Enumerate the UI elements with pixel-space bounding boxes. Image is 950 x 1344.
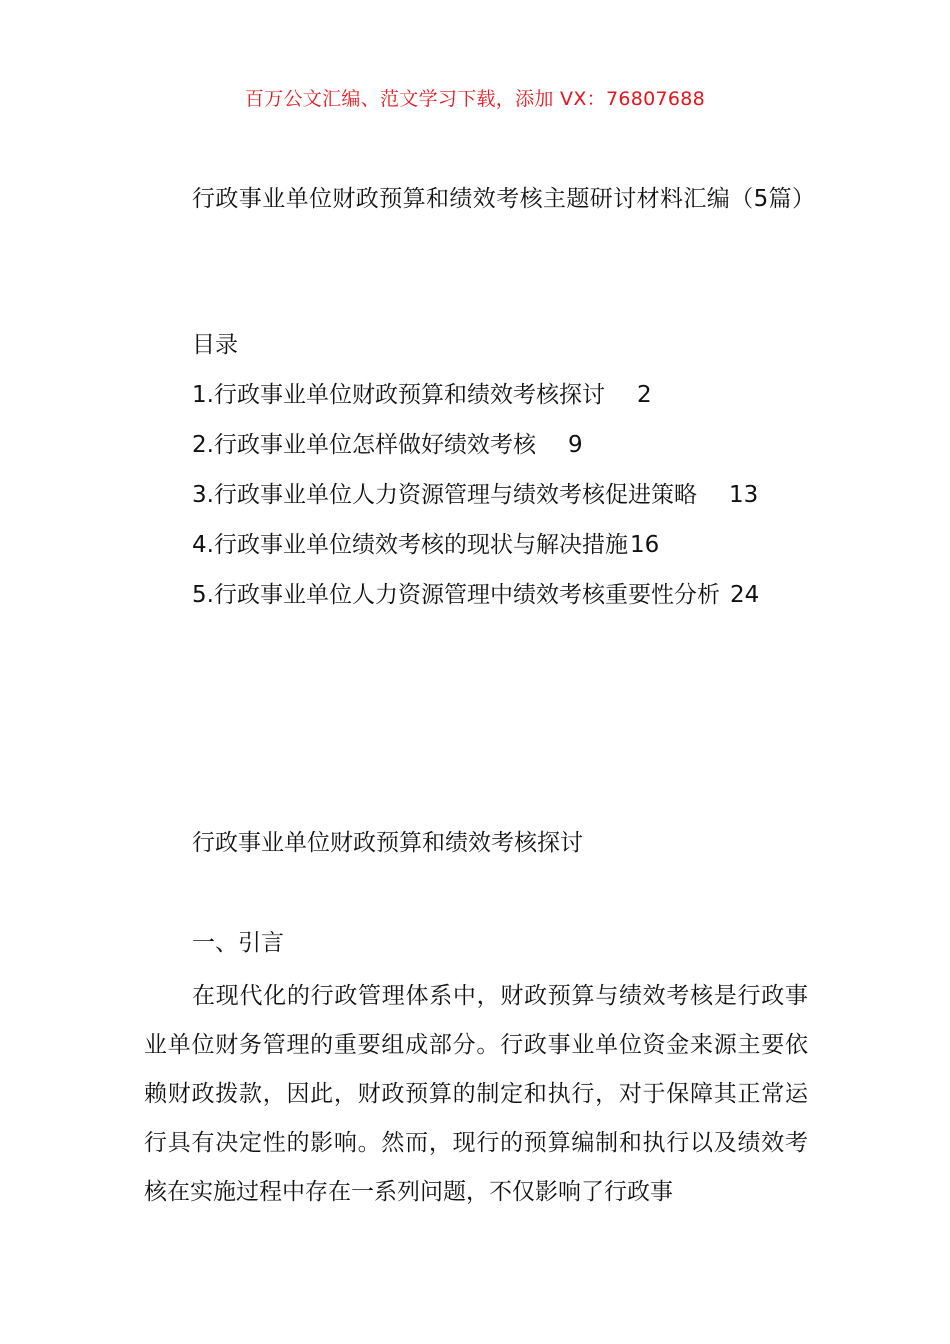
toc-item-label: 1.行政事业单位财政预算和绩效考核探讨 xyxy=(192,382,605,408)
toc-item-page: 24 xyxy=(729,582,760,608)
toc-item-page: 13 xyxy=(728,482,759,508)
toc-item-label: 3.行政事业单位人力资源管理与绩效考核促进策略 xyxy=(192,482,697,508)
toc-item[interactable] xyxy=(192,478,832,528)
intro-heading: 一、引言 xyxy=(192,930,284,956)
toc-item[interactable] xyxy=(192,378,832,428)
toc-item-page: 9 xyxy=(567,432,583,458)
table-of-contents xyxy=(192,378,832,628)
toc-item-label: 2.行政事业单位怎样做好绩效考核 xyxy=(192,432,536,458)
body-paragraph: 在现代化的行政管理体系中，财政预算与绩效考核是行政事业单位财务管理的重要组成部分。行政事业单位资金来源主要依赖财政拨款，因此，财政预算的制定和执行，对于保障其正常运行具有决定性的影响。然而，现行的预算编制和执行以及绩效考核在实施过程中存在一系列问题，不仅影响了行政事 xyxy=(144,983,808,1205)
header-watermark-note: 百万公文汇编、范文学习下载，添加 VX：76807688 xyxy=(244,88,706,110)
toc-item-page: 2 xyxy=(636,382,652,408)
section-title: 行政事业单位财政预算和绩效考核探讨 xyxy=(192,830,583,856)
toc-item[interactable] xyxy=(192,428,832,478)
toc-item-label: 5.行政事业单位人力资源管理中绩效考核重要性分析 xyxy=(192,582,720,608)
toc-item[interactable] xyxy=(192,528,832,578)
toc-heading: 目录 xyxy=(192,332,238,358)
document-title: 行政事业单位财政预算和绩效考核主题研讨材料汇编（5篇） xyxy=(192,186,816,212)
toc-item[interactable] xyxy=(192,578,832,628)
toc-item-page: 16 xyxy=(629,532,660,558)
toc-item-label: 4.行政事业单位绩效考核的现状与解决措施 xyxy=(192,532,628,558)
